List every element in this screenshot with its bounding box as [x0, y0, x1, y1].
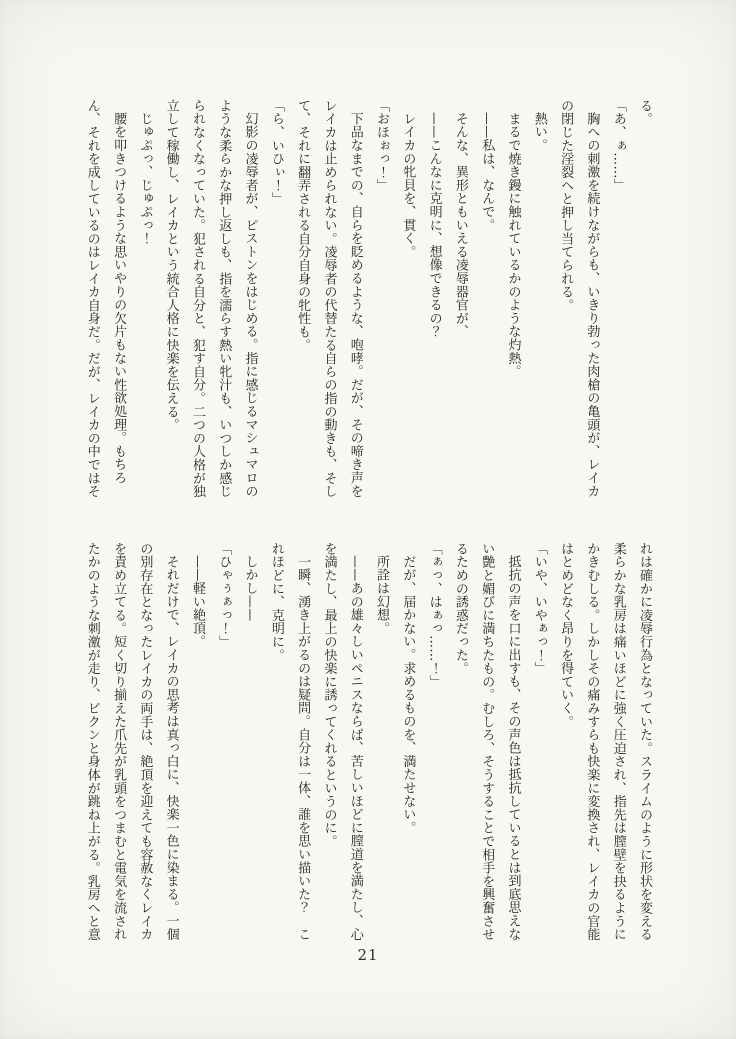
text-column: るための誘惑だった。	[452, 542, 468, 675]
text-column: 「おほぉっ！」	[374, 99, 390, 193]
text-column: それだけで、レイカの思考は真っ白に、快楽一色に染まる。一個	[163, 555, 179, 941]
text-column: レイカは止められない。凌辱者の代替たる自らの指の動きも、そし	[321, 99, 337, 498]
text-column: ——あの雄々しいペニスならば、苦しいほどに膣道を満たし、心	[347, 555, 363, 941]
text-column: 「ぁっ、はぁっ……！」	[426, 542, 442, 689]
text-column: たかのような刺激が走り、ビクンと身体が跳ね上がる。乳房へと意	[84, 542, 100, 941]
text-column: ような柔らかな押し返しも、指を濡らす熱い牝汁も、いつしか感じ	[216, 99, 232, 498]
text-column: 腰を叩きつけるような思いやりの欠片もない性欲処理。もちろ	[111, 112, 127, 485]
text-column: を責め立てる。短く切り揃えた爪先が乳頭をつまむと電気を流され	[111, 542, 127, 941]
text-column: まるで焼き鏝に触れているかのような灼熱。	[505, 112, 521, 378]
text-column: 「いや、いやぁっ！」	[531, 542, 547, 675]
text-column: 所詮は幻想。	[374, 555, 390, 635]
text-column: 胸への刺激を続けながらも、いきり勃った肉槍の亀頭が、レイカ	[584, 112, 600, 498]
text-column: しかし——	[242, 555, 258, 622]
text-column: 柔らかな乳房は痛いほどに強く圧迫され、指先は膣壁を抉るように	[610, 542, 626, 941]
text-column: 「ら、いひぃ！」	[268, 99, 284, 206]
text-column: 「あ、ぁ……」	[610, 99, 626, 193]
text-column: かきむしる。しかしその痛みすらも快楽に変換され、レイカの官能	[584, 542, 600, 941]
text-column: る。	[637, 99, 652, 126]
text-column: ——軽い絶頂。	[189, 555, 205, 649]
text-column: レイカの牝貝を、貫く。	[400, 112, 416, 259]
text-column: 抵抗の声を口に出すも、その声色は抵抗しているとは到底思えな	[505, 555, 521, 941]
text-column: ——私は、なんで。	[479, 112, 495, 232]
text-column: 下品なまでの、自らを貶めるような、咆哮。だが、その啼き声を	[347, 112, 363, 498]
text-column: 立して稼働し、レイカという統合人格に快楽を伝える。	[163, 99, 179, 432]
text-column: て、それに翻弄される自分自身の牝性も。	[295, 99, 311, 352]
text-column: はとめどなく昂りを得ていく。	[558, 542, 574, 729]
text-column: ん、それを成しているのはレイカ自身だ。だが、レイカの中ではそ	[84, 99, 100, 498]
text-column: 幻影の凌辱者が、ピストンをはじめる。指に感じるマシュマロの	[242, 112, 258, 498]
text-column: の閉じた淫裂へと押し当てられる。	[558, 99, 574, 312]
text-column: 「ひゃぅぁっ！」	[216, 542, 232, 649]
text-column: の別存在となったレイカの両手は、絶頂を迎えても容赦なくレイカ	[137, 542, 153, 941]
text-column: れは確かに凌辱行為となっていた。スライムのように形状を変える	[637, 542, 652, 941]
text-column: い艶と媚びに満ちたもの。むしろ、そうすることで相手を興奮させ	[479, 542, 495, 941]
text-column: ——こんなに克明に、想像できるの？	[426, 112, 442, 339]
page-number: 21	[357, 946, 379, 964]
text-column: れほどに、克明に。	[268, 542, 284, 662]
text-column: だが、届かない。求めるものを、満たせない。	[400, 555, 416, 835]
text-column: 熱い。	[531, 112, 547, 152]
text-column: られなくなっていた。犯される自分と、犯す自分。二つの人格が独	[189, 99, 205, 498]
text-column: じゅぷっ、じゅぷっ！	[137, 112, 153, 245]
text-block-top	[78, 99, 657, 503]
text-column: を満たし、最上の快楽に誘ってくれるというのに。	[321, 542, 337, 848]
text-column: そんな、異形ともいえる凌辱器官が、	[452, 112, 468, 339]
text-block-bottom	[78, 542, 657, 946]
text-column: 一瞬、湧き上がるのは疑問。自分は一体、誰を思い描いた？ こ	[295, 555, 311, 941]
